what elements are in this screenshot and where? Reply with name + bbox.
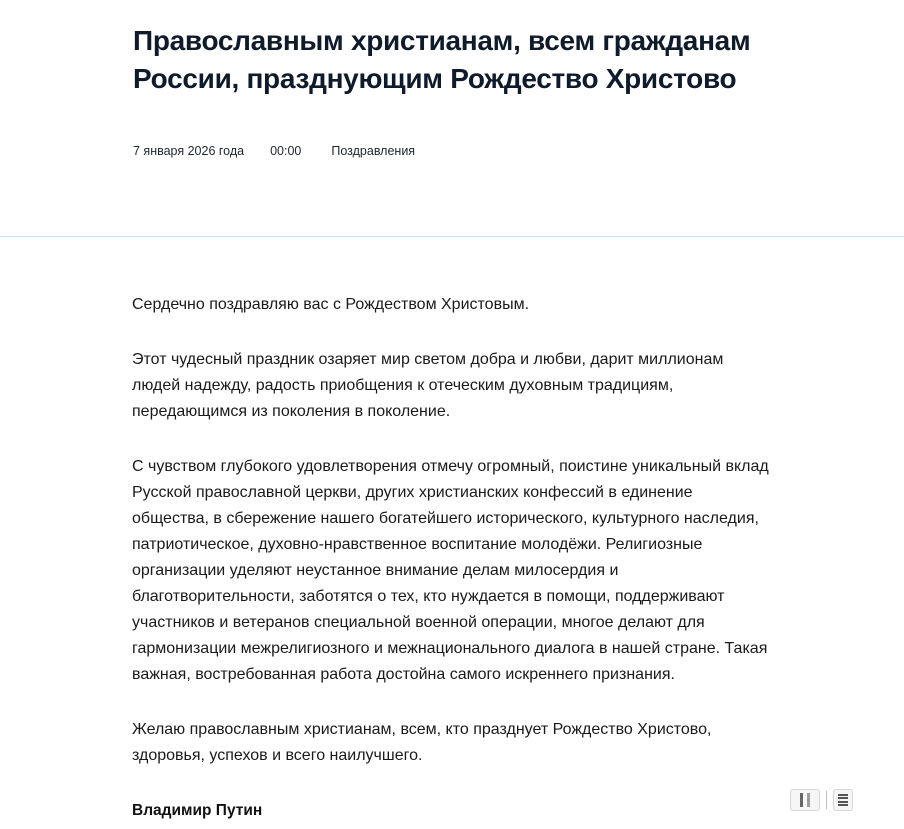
paragraph: Желаю православным христианам, всем, кто празднует Рождество Христово, здоровья, успехов и всего наилучшего.	[132, 721, 712, 764]
menu-icon	[838, 794, 848, 806]
article-meta	[133, 144, 415, 158]
article-body	[132, 292, 772, 829]
publish-time: 00:00	[270, 144, 302, 158]
category-link[interactable]: Поздравления	[331, 144, 416, 158]
article-header	[0, 0, 904, 237]
pause-icon	[798, 793, 812, 807]
pause-button[interactable]	[790, 789, 820, 811]
paragraph: Этот чудесный праздник озаряет мир светом добра и любви, дарит миллионам людей надежду, радость приобщения к отеческим духовным традициям, передающимся из поколения в поколение.	[132, 351, 724, 420]
viewer-controls	[790, 787, 853, 813]
page-title: Православным христианам, всем гражданам России, празднующим Рождество Христово	[133, 25, 751, 94]
paragraph: С чувством глубокого удовлетворения отмечу огромный, поистине уникальный вклад Русской православной церкви, других христианских конфессий в единение общества, в сбережение нашего богатейшего исторического, культурного наследия, патриотическое, духовно-нравственное воспитание молодёжи. Религиозные организации уделяют неустанное внимание делам милосердия и благотворительности, заботятся о тех, кто нуждается в помощи, поддерживают участников и ветеранов специальной военной операции, многое делают для гармонизации межрелигиозного и межнационального диалога в нашей стране. Такая важная, востребованная работа достойна самого искреннего признания.	[132, 458, 769, 683]
signature: Владимир Путин	[132, 802, 263, 819]
publish-date: 7 января 2026 года	[133, 144, 245, 158]
divider	[826, 791, 827, 809]
menu-button[interactable]	[833, 789, 853, 811]
paragraph: Сердечно поздравляю вас с Рождеством Христовым.	[132, 296, 530, 313]
